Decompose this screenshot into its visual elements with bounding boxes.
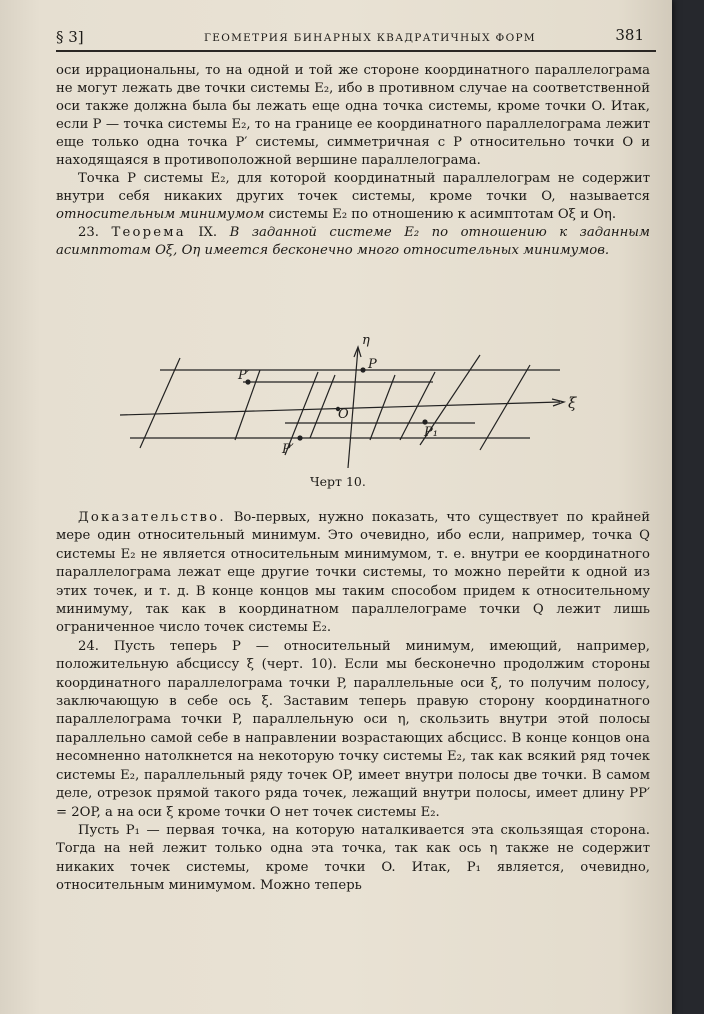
upper-text-block	[56, 62, 650, 260]
theorem-label: Теорема	[111, 225, 186, 240]
figure-diagram	[120, 330, 600, 470]
label-eta: η	[362, 333, 370, 348]
theorem-roman: IX.	[198, 225, 218, 240]
label-P-prime-bottom: P′	[282, 442, 294, 457]
eta-parallel-2	[310, 375, 335, 438]
label-P: P	[368, 357, 377, 372]
theorem-number: 23.	[78, 225, 99, 240]
definition-tail: системы E₂ по отношению к асимптотам Oξ и Oη.	[264, 207, 617, 222]
lower-text-block	[56, 509, 650, 896]
section-marker: § 3]	[56, 28, 84, 46]
point-P1	[422, 419, 427, 424]
defined-term: относительным минимумом	[56, 207, 265, 222]
paragraph-continuation: оси иррациональны, то на одной и той же стороне координатного параллелограма не могут лежать две точки системы E₂, ибо в противном случае на соответственной оси также должна была бы лежать еще одна точка системы, кроме точки O. Итак, если P — точка системы E₂, то на границе ее координатного параллелограма лежит еще только одна точка P′ системы, симметричная с P относительно точки O и находящаяся в противоположной вершине параллелограма.	[56, 63, 650, 168]
page-number: 381	[615, 26, 644, 44]
paragraph-last: Пусть P₁ — первая точка, на которую наталкивается эта скользящая сторона. Тогда на ней лежит только одна эта точка, так как ось η также не содержит никаких точек системы, кроме точки O. Итак, P₁ является, очевидно, относительным минимумом. Можно теперь	[56, 822, 650, 894]
paragraph-definition	[56, 170, 650, 224]
point-P-prime-bottom	[297, 435, 302, 440]
proof-label: Доказательство.	[78, 510, 226, 525]
chapter-title: ГЕОМЕТРИЯ БИНАРНЫХ КВАДРАТИЧНЫХ ФОРМ	[204, 32, 536, 44]
theorem-paragraph	[56, 224, 650, 260]
label-P1: P₁	[424, 425, 438, 440]
row-line-4	[480, 365, 530, 450]
running-head	[56, 22, 654, 46]
header-rule	[56, 50, 656, 52]
figure-caption: Черт 10.	[310, 474, 366, 489]
label-O: O	[338, 407, 349, 422]
figure-10	[120, 330, 600, 470]
point-P	[360, 367, 365, 372]
row-line-1	[140, 358, 180, 448]
definition-lead: Точка P системы E₂, для которой координатный параллелограм не содержит внутри себя никаких других точек системы, кроме точки O, называется	[56, 171, 650, 204]
label-xi: ξ	[568, 394, 577, 412]
paragraph-24: 24. Пусть теперь P — относительный минимум, имеющий, например, положительную абсциссу ξ (черт. 10). Если мы бесконечно продолжим стороны координатного параллелограма точки P, параллельные оси ξ, то получим полосу, заключающую в себе ось ξ. Заставим теперь правую сторону координатного параллелограма точки P, параллельную оси η, скользить внутри этой полосы параллельно самой себе в направлении возрастающих абсцисс. В конце концов она несомненно натолкнется на некоторую точку системы E₂, так как всякий ряд точек системы E₂, параллельный ряду точек OP, имеет внутри полосы две точки. В самом деле, отрезок прямой такого ряда точек, лежащий внутри полосы, имеет длину PP′ = 2OP, а на оси ξ кроме точки O нет точек системы E₂.	[56, 638, 650, 820]
proof-text: Во-первых, нужно показать, что существует по крайней мере один относительный минимум. Это очевидно, ибо если, например, точка Q системы E₂ не является относительным минимумом, т. е. внутри ее координатного параллелограма лежат еще другие точки системы, то можно перейти к одной из этих точек, и т. д. В конце концов мы таким способом придем к относительному минимуму, так как в координатном параллелограме точки Q лежит лишь ограниченное число точек системы E₂.	[56, 510, 650, 636]
label-P-prime-top: P′	[238, 368, 250, 383]
theorem-statement: В заданной системе E₂ по отношению к заданным асимптотам Oξ, Oη имеется бесконечно много относительных минимумов.	[56, 225, 650, 258]
proof-paragraph	[56, 509, 650, 638]
